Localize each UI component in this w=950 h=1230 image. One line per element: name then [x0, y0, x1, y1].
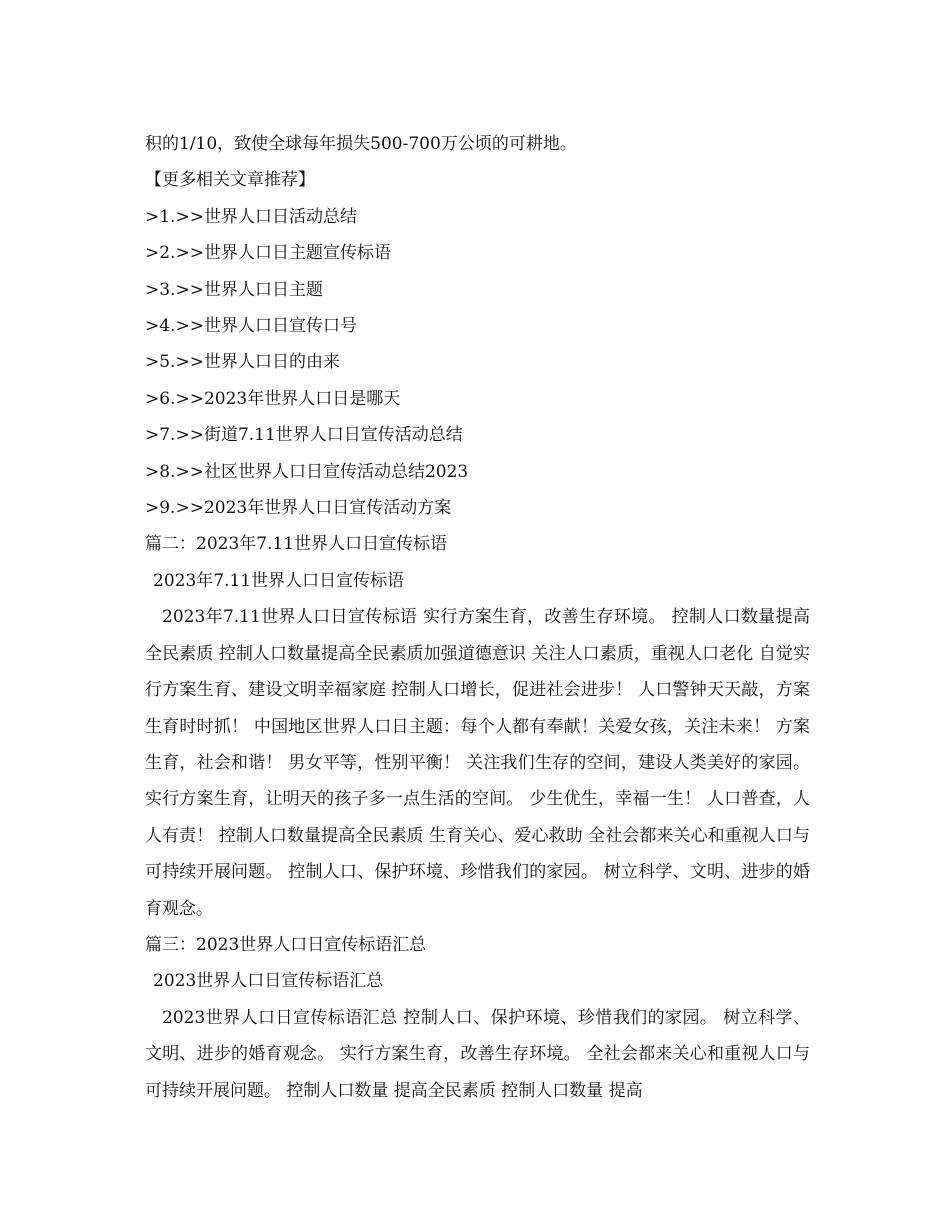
related-article-link-4[interactable]: >4.>>世界人口日宣传口号: [145, 316, 357, 337]
section-2-body: 2023年7.11世界人口日宣传标语 实行方案生育，改善生存环境。 控制人口数量提高全民素质 控制人口数量提高全民素质加强道德意识 关注人口素质，重视人口老化 自觉实行方案生育、建设文明幸福家庭 控制人口增长，促进社会进步！ 人口警钟天天敲，方案生育时时抓！ 中国地区世界人口日主题：每个人都有奉献！关爱女孩，关注未来！ 方案生育，社会和谐！ 男女平等，性别平衡！ 关注我们生存的空间，建设人类美好的家园。 实行方案生育，让明天的孩子多一点生活的空间。 少生优生，幸福一生！ 人口普查，人人有责！ 控制人口数量提高全民素质 生育关心、爱心救助 全社会都来关心和重视人口与可持续开展问题。 控制人口、保护环境、珍惜我们的家园。 树立科学、文明、进步的婚育观念。: [145, 607, 810, 919]
related-article-link-3[interactable]: >3.>>世界人口日主题: [145, 279, 323, 300]
related-articles-heading: 【更多相关文章推荐】: [145, 170, 315, 191]
related-article-link-9[interactable]: >9.>>2023年世界人口日宣传活动方案: [145, 498, 452, 519]
related-articles-list: [145, 199, 810, 527]
related-article-link-6[interactable]: >6.>>2023年世界人口日是哪天: [145, 388, 401, 409]
section-2-heading: 篇二：2023年7.11世界人口日宣传标语: [145, 534, 448, 555]
related-article-link-2[interactable]: >2.>>世界人口日主题宣传标语: [145, 243, 391, 264]
section-3-body: 2023世界人口日宣传标语汇总 控制人口、保护环境、珍惜我们的家园。 树立科学、文明、进步的婚育观念。 实行方案生育，改善生存环境。 全社会都来关心和重视人口与可持续开展问题。 控制人口数量 提高全民素质 控制人口数量 提高: [145, 1007, 810, 1101]
document-body: [145, 126, 810, 1109]
section-3-heading: 篇三：2023世界人口日宣传标语汇总: [145, 934, 427, 955]
related-article-link-7[interactable]: >7.>>街道7.11世界人口日宣传活动总结: [145, 425, 463, 446]
related-article-link-5[interactable]: >5.>>世界人口日的由来: [145, 352, 340, 373]
section-3-subtitle: 2023世界人口日宣传标语汇总: [153, 971, 384, 992]
section-2-subtitle: 2023年7.11世界人口日宣传标语: [153, 570, 405, 591]
related-article-link-8[interactable]: >8.>>社区世界人口日宣传活动总结2023: [145, 461, 469, 482]
intro-tail-text: 积的1/10，致使全球每年损失500-700万公顷的可耕地。: [145, 134, 577, 154]
related-article-link-1[interactable]: >1.>>世界人口日活动总结: [145, 206, 357, 227]
